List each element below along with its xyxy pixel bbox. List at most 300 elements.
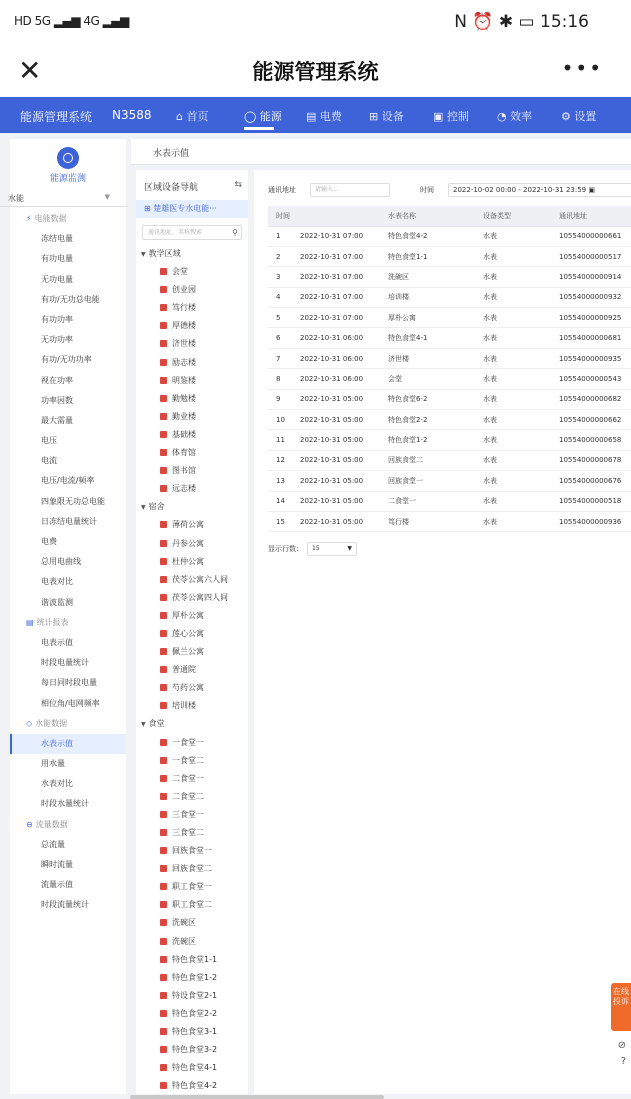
sidebar-item[interactable]: [10, 492, 126, 512]
tree-node[interactable]: [136, 734, 248, 752]
tree-node[interactable]: [136, 372, 248, 390]
tree-node[interactable]: [136, 896, 248, 914]
tab-water-reading[interactable]: 水表示值: [153, 149, 190, 159]
address-label: 通讯地址: [268, 186, 296, 194]
tree-node-label: 回族食堂一: [172, 846, 212, 856]
cell-index: 4: [268, 287, 292, 307]
sidebar-item-label: 视在功率: [41, 375, 73, 385]
table-row[interactable]: [268, 267, 631, 287]
sidebar-item[interactable]: [10, 794, 126, 814]
tree-node-label: 职工食堂二: [172, 900, 212, 910]
tree-node[interactable]: [136, 878, 248, 896]
sidebar-item-label: 水能数据: [35, 718, 68, 728]
cell-device-type: 水表: [475, 389, 551, 409]
nav-label: 能源: [259, 110, 282, 123]
clock: 15:16: [540, 12, 589, 32]
search-placeholder: 通讯地址、名称搜索: [148, 229, 203, 236]
tree-node-label: 洗碗区: [172, 918, 196, 928]
table-row[interactable]: [268, 348, 631, 368]
building-icon: [160, 413, 167, 420]
tree-node-label: 培训楼: [172, 701, 196, 711]
tree-node-label: 图书馆: [172, 466, 196, 476]
tree-node[interactable]: [136, 770, 248, 788]
tree-node-label: 茯苓公寓四人间: [172, 592, 228, 602]
tree-heading: 区域设备导航: [144, 183, 199, 193]
cell-index: 5: [268, 308, 292, 328]
cell-time: 2022-10-31 07:00: [292, 308, 380, 328]
cell-time: 2022-10-31 07:00: [292, 226, 380, 246]
tree-node[interactable]: [136, 535, 248, 553]
tree-node-label: 笃行楼: [172, 303, 196, 313]
cell-time: 2022-10-31 05:00: [292, 389, 380, 409]
nav-label: 电费: [319, 110, 342, 123]
building-icon: [160, 630, 167, 637]
tree-node[interactable]: [136, 1005, 248, 1023]
energy-type-select[interactable]: [0, 193, 128, 207]
page-size-value: 15: [312, 545, 320, 552]
tree-node[interactable]: [136, 951, 248, 969]
sidebar-item-label: 电表示值: [41, 637, 73, 647]
tree-node[interactable]: [136, 281, 248, 299]
tree-node[interactable]: [136, 263, 248, 281]
cell-device-type: 水表: [475, 491, 551, 511]
cell-device-type: 水表: [475, 308, 551, 328]
efficiency-icon: ◔: [497, 110, 507, 123]
tree-node[interactable]: [136, 1077, 248, 1095]
sidebar-item[interactable]: [10, 552, 126, 572]
sidebar-item-label: 用水量: [41, 759, 65, 769]
status-bar: [0, 0, 631, 46]
cell-address: 10554000000661: [551, 226, 631, 246]
tree-node[interactable]: [136, 1023, 248, 1041]
sidebar-item[interactable]: [10, 310, 126, 330]
sidebar-item[interactable]: [10, 673, 126, 693]
building-icon: [160, 558, 167, 565]
cell-address: 10554000000658: [551, 430, 631, 450]
tree-node[interactable]: [136, 914, 248, 932]
tree-category[interactable]: [136, 715, 248, 733]
tree-node[interactable]: [136, 553, 248, 571]
tree-node[interactable]: [136, 933, 248, 951]
time-range-input[interactable]: [448, 183, 631, 197]
device-tree-panel: [136, 170, 248, 1094]
tree-node-label: 特设食堂2-1: [172, 990, 218, 1000]
cell-device-type: 水表: [475, 287, 551, 307]
chevron-down-icon: ▼: [347, 545, 352, 552]
cell-device-type: 水表: [475, 511, 551, 531]
sidebar-group[interactable]: [10, 209, 126, 229]
sidebar-item-label: 无功功率: [41, 335, 73, 345]
caret-down-icon: ▼: [141, 251, 146, 258]
online-complaint-button[interactable]: 在线投诉: [611, 983, 631, 1031]
cell-time: 2022-10-31 05:00: [292, 450, 380, 470]
sidebar-item-label: 有功/无功总电能: [41, 294, 100, 304]
tree-node-label: 体育馆: [172, 448, 196, 458]
building-icon: [160, 757, 167, 764]
sidebar-item-label: 每日同时段电量: [41, 678, 97, 688]
cell-index: 1: [268, 226, 292, 246]
cell-device-type: 水表: [475, 328, 551, 348]
table-row[interactable]: [268, 430, 631, 450]
building-icon: [160, 467, 167, 474]
building-icon: [160, 1046, 167, 1053]
sidebar-item[interactable]: [10, 653, 126, 673]
nav-label: 设置: [574, 110, 597, 123]
search-icon[interactable]: ⚲: [232, 228, 238, 237]
cell-index: 10: [268, 410, 292, 430]
tree-node[interactable]: [136, 571, 248, 589]
cell-index: 12: [268, 450, 292, 470]
nav-item-efficiency[interactable]: [497, 108, 532, 124]
sidebar-item[interactable]: [10, 754, 126, 774]
more-icon[interactable]: •••: [561, 56, 603, 80]
cell-index: 15: [268, 511, 292, 531]
col-address[interactable]: 通讯地址: [551, 206, 631, 226]
building-icon: [160, 322, 167, 329]
cell-time: 2022-10-31 05:00: [292, 471, 380, 491]
tree-node[interactable]: [136, 842, 248, 860]
tree-node-label: 三食堂一: [172, 809, 204, 819]
tree-node-label: 莲心公寓: [172, 628, 204, 638]
cell-meter-name: 培训楼: [380, 287, 475, 307]
sidebar-item[interactable]: [10, 694, 126, 714]
data-panel: [254, 170, 631, 1094]
sidebar-item[interactable]: [10, 451, 126, 471]
table-row[interactable]: [268, 471, 631, 491]
tree-node[interactable]: [136, 354, 248, 372]
cell-index: 14: [268, 491, 292, 511]
sidebar-item-label: 时段水量统计: [41, 799, 89, 809]
sidebar-item-label: 最大需量: [41, 415, 73, 425]
table-row[interactable]: [268, 328, 631, 348]
sidebar-item[interactable]: [10, 875, 126, 895]
sidebar-item[interactable]: [10, 572, 126, 592]
building-icon: [160, 702, 167, 709]
tree-node-label: 远志楼: [172, 484, 196, 494]
building-icon: [160, 304, 167, 311]
tree-node-label: 一食堂一: [172, 737, 204, 747]
building-icon: [160, 485, 167, 492]
cell-time: 2022-10-31 07:00: [292, 287, 380, 307]
close-icon[interactable]: ✕: [18, 54, 42, 87]
app-titlebar: [0, 46, 631, 96]
tree-node-label: 普通院: [172, 665, 196, 675]
tree-node[interactable]: [136, 1059, 248, 1077]
tree-node[interactable]: [136, 462, 248, 480]
energy-monitor-icon: [57, 147, 79, 169]
cell-time: 2022-10-31 07:00: [292, 246, 380, 266]
cell-address: 10554000000932: [551, 287, 631, 307]
nav-label: 设备: [381, 110, 404, 123]
tree-node[interactable]: [136, 625, 248, 643]
cell-time: 2022-10-31 05:00: [292, 511, 380, 531]
nav-item-control[interactable]: [433, 108, 469, 124]
sidebar-item[interactable]: [10, 411, 126, 431]
building-icon: [160, 829, 167, 836]
tree-node[interactable]: [136, 788, 248, 806]
tree-node[interactable]: [136, 335, 248, 353]
nav-label: 首页: [186, 110, 209, 123]
sidebar-item[interactable]: [10, 471, 126, 491]
sidebar-menu: [10, 209, 126, 916]
page-size-control: [268, 542, 357, 556]
left-sidebar: [10, 139, 126, 1094]
cell-device-type: 水表: [475, 430, 551, 450]
col-meter-name[interactable]: 水表名称: [380, 206, 475, 226]
tree-node[interactable]: [136, 1041, 248, 1059]
building-icon: [160, 956, 167, 963]
tree-root-label: 楚雄医专水电能···: [153, 204, 217, 213]
tree-node-label: 基础楼: [172, 429, 196, 439]
tree-node[interactable]: [136, 317, 248, 335]
tree-node[interactable]: [136, 589, 248, 607]
cell-device-type: 水表: [475, 267, 551, 287]
time-range-value: 2022-10-02 00:00 - 2022-10-31 23:59: [453, 186, 587, 194]
table-row[interactable]: [268, 491, 631, 511]
sidebar-item-label: 日冻结电量统计: [41, 516, 97, 526]
tree-category[interactable]: [136, 498, 248, 516]
sidebar-item-label: 电表对比: [41, 577, 73, 587]
sidebar-item[interactable]: [10, 290, 126, 310]
cell-index: 13: [268, 471, 292, 491]
table-row[interactable]: [268, 246, 631, 266]
cell-time: 2022-10-31 05:00: [292, 430, 380, 450]
cell-meter-name: 会堂: [380, 369, 475, 389]
tree-node[interactable]: [136, 643, 248, 661]
tree-node-label: 励志楼: [172, 357, 196, 367]
filter-bar: [268, 183, 631, 197]
sidebar-item[interactable]: [10, 330, 126, 350]
col-time[interactable]: 时间: [268, 206, 380, 226]
tree-node-label: 二食堂一: [172, 773, 204, 783]
sidebar-item[interactable]: [10, 774, 126, 794]
cell-address: 10554000000682: [551, 389, 631, 409]
sidebar-item[interactable]: [10, 350, 126, 370]
table-header-row: [268, 206, 631, 226]
address-input[interactable]: 请输入...: [310, 183, 390, 197]
table-row[interactable]: [268, 389, 631, 409]
sidebar-item[interactable]: [10, 855, 126, 875]
cell-time: 2022-10-31 06:00: [292, 348, 380, 368]
tree-node-label: 芍药公寓: [172, 683, 204, 693]
group-icon: ⚡: [26, 214, 32, 223]
tree-node[interactable]: [136, 408, 248, 426]
nav-item-energy[interactable]: [244, 108, 282, 124]
table-row[interactable]: [268, 369, 631, 389]
sidebar-item-label: 冻结电量: [41, 234, 73, 244]
sidebar-item-label: 电费: [41, 537, 57, 546]
table-row[interactable]: [268, 287, 631, 307]
table-row[interactable]: [268, 308, 631, 328]
caret-down-icon: ▼: [141, 504, 146, 512]
tree-node-label: 回族食堂二: [172, 864, 212, 874]
tree-node[interactable]: [136, 516, 248, 534]
col-device-type[interactable]: 设备类型: [475, 206, 551, 226]
building-icon: [160, 594, 167, 601]
sidebar-item-label: 时段流量统计: [41, 900, 89, 910]
fee-icon: ▤: [306, 110, 317, 123]
device-tree: [136, 245, 248, 1095]
sidebar-item-label: 统计报表: [36, 617, 69, 627]
signal-indicators: HD 5G ▂▄▆ 4G ▂▄▆: [14, 14, 129, 28]
tree-node[interactable]: [136, 752, 248, 770]
tree-node[interactable]: [136, 679, 248, 697]
sidebar-item[interactable]: [10, 270, 126, 290]
building-icon: [160, 612, 167, 619]
building-icon: [160, 883, 167, 890]
tree-category[interactable]: [136, 245, 248, 263]
tree-node-label: 勤勉楼: [172, 393, 196, 403]
nav-label: 效率: [510, 110, 533, 123]
collapse-icon[interactable]: ⇆: [234, 180, 242, 190]
tree-node-label: 特色食堂3-1: [172, 1027, 218, 1037]
table-row[interactable]: [268, 511, 631, 531]
building-icon: [160, 919, 167, 926]
tree-node-label: 明鉴楼: [172, 375, 196, 385]
building-icon: [160, 576, 167, 583]
cell-device-type: 水表: [475, 369, 551, 389]
nav-item-settings[interactable]: [561, 108, 596, 124]
sidebar-item-label: 流量数据: [35, 819, 68, 829]
table-row[interactable]: [268, 226, 631, 246]
help-icon[interactable]: ?: [620, 1056, 626, 1067]
building-icon: [160, 377, 167, 384]
home-icon: ⌂: [176, 110, 183, 123]
cell-address: 10554000000517: [551, 246, 631, 266]
tree-node[interactable]: [136, 987, 248, 1005]
building-icon: [160, 648, 167, 655]
sidebar-item[interactable]: [10, 734, 126, 754]
tree-node[interactable]: [136, 806, 248, 824]
sidebar-item[interactable]: [10, 895, 126, 915]
sidebar-item-label: 流量示值: [41, 880, 73, 890]
cell-meter-name: 特色食堂1-1: [380, 246, 475, 266]
sidebar-item-label: 电压/电流/频率: [41, 476, 95, 486]
cell-address: 10554000000935: [551, 348, 631, 368]
tree-node-label: 丹参公寓: [172, 538, 204, 548]
tree-node[interactable]: [136, 661, 248, 679]
sidebar-item[interactable]: [10, 371, 126, 391]
page-size-label: 显示行数：: [268, 545, 303, 553]
tree-root-selected[interactable]: ⊞ 楚雄医专水电能···: [136, 200, 248, 218]
building-icon: [160, 1064, 167, 1071]
cell-index: 6: [268, 328, 292, 348]
cell-time: 2022-10-31 07:00: [292, 267, 380, 287]
cell-time: 2022-10-31 06:00: [292, 369, 380, 389]
table-row[interactable]: [268, 410, 631, 430]
tree-node-label: 厚德楼: [172, 321, 196, 331]
page-size-select[interactable]: [307, 542, 357, 556]
tree-node[interactable]: [136, 607, 248, 625]
cell-meter-name: 济世楼: [380, 348, 475, 368]
sidebar-item-label: 四象限无功总电能: [41, 496, 105, 506]
water-meter-table: [268, 206, 631, 532]
tree-node[interactable]: [136, 697, 248, 715]
tree-node-label: 三食堂二: [172, 828, 204, 837]
sidebar-item[interactable]: [10, 229, 126, 249]
nav-item-device[interactable]: [369, 108, 404, 124]
tree-node[interactable]: [136, 824, 248, 842]
tree-node-label: 特色食堂1-2: [172, 972, 218, 982]
cell-address: 10554000000518: [551, 491, 631, 511]
cell-address: 10554000000914: [551, 267, 631, 287]
cell-device-type: 水表: [475, 410, 551, 430]
link-icon[interactable]: ⊘: [617, 1040, 626, 1051]
nav-label: 控制: [446, 110, 469, 123]
nav-item-home[interactable]: [176, 108, 208, 124]
cell-meter-name: 回族食堂二: [380, 450, 475, 470]
building-icon: [160, 340, 167, 347]
sidebar-item-label: 无功电量: [41, 274, 73, 284]
tree-node[interactable]: [136, 444, 248, 462]
sidebar-item[interactable]: [10, 391, 126, 411]
top-nav: [0, 97, 631, 133]
control-icon: ▣: [433, 110, 444, 123]
tree-node[interactable]: [136, 426, 248, 444]
sidebar-item[interactable]: [10, 512, 126, 532]
sidebar-item-label: 谐波监测: [41, 597, 73, 607]
sidebar-group[interactable]: [10, 714, 126, 734]
sidebar-item-label: 相位角/电网频率: [41, 698, 100, 708]
tree-node[interactable]: [136, 860, 248, 878]
tree-search-input[interactable]: [142, 225, 242, 240]
tree-node[interactable]: [136, 969, 248, 987]
sidebar-item-label: 电流: [41, 456, 57, 466]
calendar-icon: ▣: [588, 186, 595, 194]
tree-node-label: 杜仲公寓: [172, 556, 204, 566]
cell-device-type: 水表: [475, 246, 551, 266]
cell-meter-name: 特色食堂4-1: [380, 328, 475, 348]
sidebar-item[interactable]: [10, 532, 126, 552]
sidebar-item[interactable]: [10, 431, 126, 451]
tree-node-label: 宿舍: [148, 502, 165, 512]
cell-address: 10554000000681: [551, 328, 631, 348]
nav-active-underline: [244, 127, 274, 130]
nav-brand[interactable]: 能源管理系统: [20, 110, 93, 124]
tree-node[interactable]: [136, 390, 248, 408]
sidebar-item-label: 电能数据: [34, 214, 67, 223]
tree-node[interactable]: [136, 480, 248, 498]
sidebar-group[interactable]: [10, 815, 126, 835]
sidebar-item[interactable]: [10, 633, 126, 653]
sidebar-item-label: 瞬时流量: [41, 860, 73, 869]
cell-meter-name: 笃行楼: [380, 511, 475, 531]
group-icon: ◇: [26, 718, 33, 728]
cell-device-type: 水表: [475, 471, 551, 491]
sidebar-item-label: 有功电量: [41, 254, 73, 264]
cell-index: 9: [268, 389, 292, 409]
sidebar-title: 能源监测: [49, 174, 86, 184]
table-row[interactable]: [268, 450, 631, 470]
sidebar-item[interactable]: [10, 249, 126, 269]
cell-device-type: 水表: [475, 226, 551, 246]
device-icon: ⊞: [369, 110, 379, 123]
cell-index: 11: [268, 430, 292, 450]
nav-item-fee[interactable]: [306, 108, 342, 124]
tree-node-label: 特色食堂1-1: [172, 954, 218, 964]
sidebar-item[interactable]: [10, 835, 126, 855]
tree-node-label: 会堂: [172, 267, 188, 277]
time-label: 时间: [420, 186, 434, 194]
tree-node[interactable]: [136, 299, 248, 317]
sidebar-item[interactable]: [10, 593, 126, 613]
sidebar-item-label: 水表示值: [41, 738, 73, 748]
gear-icon: ⚙: [561, 110, 571, 123]
nav-code: N3588: [112, 108, 152, 122]
sidebar-group[interactable]: [10, 613, 126, 633]
sidebar-item-label: 总用电曲线: [41, 557, 81, 567]
horizontal-scrollbar[interactable]: [130, 1095, 384, 1099]
